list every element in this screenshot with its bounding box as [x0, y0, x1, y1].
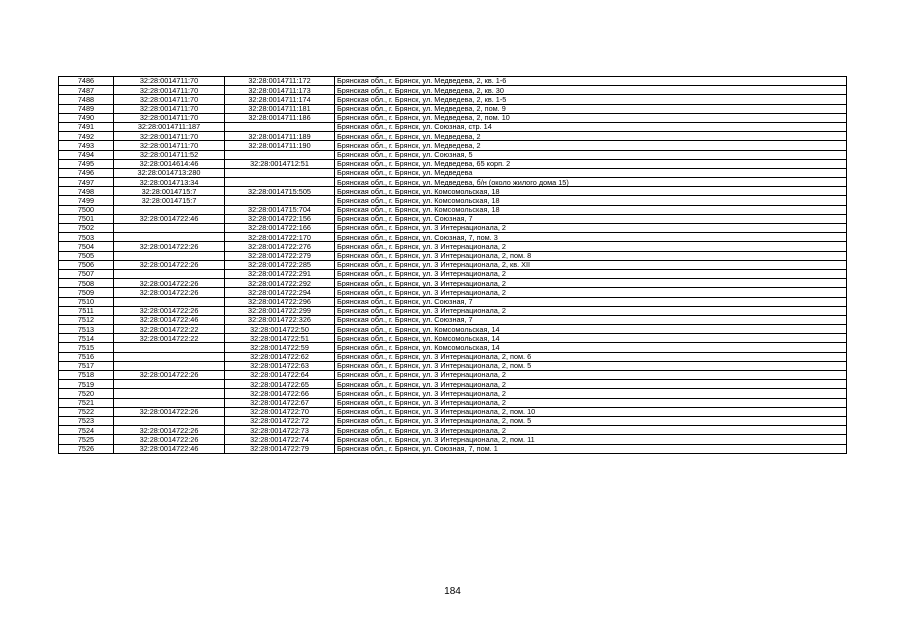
cell-address: Брянская обл., г. Брянск, ул. Союзная, стр. 14 — [335, 122, 847, 131]
cell-address: Брянская обл., г. Брянск, ул. Медведева, 2, кв. 30 — [335, 86, 847, 95]
cell-row-number: 7505 — [59, 251, 114, 260]
cell-land-cadastral-number: 32:28:0014713:34 — [114, 178, 225, 187]
cell-address: Брянская обл., г. Брянск, ул. Комсомольская, 14 — [335, 334, 847, 343]
cell-land-cadastral-number: 32:28:0014711:70 — [114, 141, 225, 150]
cell-land-cadastral-number — [114, 205, 225, 214]
cell-row-number: 7516 — [59, 352, 114, 361]
cell-land-cadastral-number: 32:28:0014711:70 — [114, 95, 225, 104]
cell-object-cadastral-number — [225, 168, 335, 177]
cell-object-cadastral-number: 32:28:0014722:66 — [225, 389, 335, 398]
cell-row-number: 7487 — [59, 86, 114, 95]
cell-row-number: 7497 — [59, 178, 114, 187]
cell-land-cadastral-number: 32:28:0014711:70 — [114, 86, 225, 95]
table-row — [59, 214, 847, 223]
cell-address: Брянская обл., г. Брянск, ул. Медведева, 65 корп. 2 — [335, 159, 847, 168]
cell-row-number: 7498 — [59, 187, 114, 196]
cell-row-number: 7492 — [59, 132, 114, 141]
cell-object-cadastral-number: 32:28:0014722:59 — [225, 343, 335, 352]
cell-row-number: 7523 — [59, 416, 114, 425]
cell-land-cadastral-number — [114, 224, 225, 233]
table-row — [59, 343, 847, 352]
cell-object-cadastral-number: 32:28:0014711:189 — [225, 132, 335, 141]
cell-row-number: 7491 — [59, 122, 114, 131]
table-row — [59, 104, 847, 113]
table-row — [59, 168, 847, 177]
cell-land-cadastral-number: 32:28:0014711:70 — [114, 77, 225, 86]
cell-address: Брянская обл., г. Брянск, ул. 3 Интернационала, 2 — [335, 288, 847, 297]
cell-land-cadastral-number: 32:28:0014713:280 — [114, 168, 225, 177]
cell-row-number: 7519 — [59, 380, 114, 389]
cell-address: Брянская обл., г. Брянск, ул. Медведева — [335, 168, 847, 177]
cell-address: Брянская обл., г. Брянск, ул. Медведева, 2 — [335, 132, 847, 141]
cell-row-number: 7511 — [59, 306, 114, 315]
cell-land-cadastral-number — [114, 233, 225, 242]
cell-row-number: 7494 — [59, 150, 114, 159]
page-number: 184 — [444, 586, 461, 597]
cell-object-cadastral-number: 32:28:0014715:505 — [225, 187, 335, 196]
table-row — [59, 444, 847, 453]
cell-object-cadastral-number: 32:28:0014722:51 — [225, 334, 335, 343]
table-row — [59, 325, 847, 334]
cell-object-cadastral-number: 32:28:0014722:63 — [225, 361, 335, 370]
table-row — [59, 269, 847, 278]
table-row — [59, 297, 847, 306]
cell-land-cadastral-number: 32:28:0014722:26 — [114, 260, 225, 269]
cell-address: Брянская обл., г. Брянск, ул. 3 Интернационала, 2, пом. 5 — [335, 416, 847, 425]
cell-object-cadastral-number: 32:28:0014712:51 — [225, 159, 335, 168]
cell-object-cadastral-number — [225, 196, 335, 205]
cell-address: Брянская обл., г. Брянск, ул. Комсомольская, 18 — [335, 187, 847, 196]
cell-row-number: 7499 — [59, 196, 114, 205]
table-row — [59, 288, 847, 297]
table-row — [59, 279, 847, 288]
cell-object-cadastral-number: 32:28:0014722:156 — [225, 214, 335, 223]
table-row — [59, 352, 847, 361]
cell-object-cadastral-number: 32:28:0014711:172 — [225, 77, 335, 86]
cell-address: Брянская обл., г. Брянск, ул. Медведева, б/н (около жилого дома 15) — [335, 178, 847, 187]
cell-land-cadastral-number — [114, 269, 225, 278]
cell-address: Брянская обл., г. Брянск, ул. 3 Интернационала, 2 — [335, 224, 847, 233]
cell-row-number: 7514 — [59, 334, 114, 343]
cell-land-cadastral-number: 32:28:0014722:46 — [114, 444, 225, 453]
cell-object-cadastral-number: 32:28:0014722:296 — [225, 297, 335, 306]
table-row — [59, 196, 847, 205]
cell-address: Брянская обл., г. Брянск, ул. 3 Интернационала, 2, пом. 11 — [335, 435, 847, 444]
cell-land-cadastral-number — [114, 251, 225, 260]
cell-row-number: 7524 — [59, 426, 114, 435]
cell-land-cadastral-number: 32:28:0014711:52 — [114, 150, 225, 159]
cell-row-number: 7517 — [59, 361, 114, 370]
table-row — [59, 389, 847, 398]
cell-address: Брянская обл., г. Брянск, ул. Союзная, 7 — [335, 214, 847, 223]
cell-address: Брянская обл., г. Брянск, ул. 3 Интернационала, 2 — [335, 398, 847, 407]
table-row — [59, 334, 847, 343]
cell-row-number: 7488 — [59, 95, 114, 104]
cell-object-cadastral-number: 32:28:0014722:72 — [225, 416, 335, 425]
cell-row-number: 7504 — [59, 242, 114, 251]
cell-address: Брянская обл., г. Брянск, ул. 3 Интернационала, 2, кв. XII — [335, 260, 847, 269]
cell-address: Брянская обл., г. Брянск, ул. Союзная, 7, пом. 3 — [335, 233, 847, 242]
table-row — [59, 178, 847, 187]
cell-row-number: 7518 — [59, 371, 114, 380]
cell-address: Брянская обл., г. Брянск, ул. 3 Интернационала, 2, пом. 10 — [335, 407, 847, 416]
cell-address: Брянская обл., г. Брянск, ул. Союзная, 5 — [335, 150, 847, 159]
table-row — [59, 380, 847, 389]
cell-address: Брянская обл., г. Брянск, ул. 3 Интернационала, 2 — [335, 389, 847, 398]
cell-address: Брянская обл., г. Брянск, ул. Комсомольская, 14 — [335, 343, 847, 352]
table-row — [59, 315, 847, 324]
cell-land-cadastral-number: 32:28:0014722:26 — [114, 426, 225, 435]
cell-row-number: 7503 — [59, 233, 114, 242]
cell-object-cadastral-number: 32:28:0014722:65 — [225, 380, 335, 389]
table-row — [59, 132, 847, 141]
table-row — [59, 242, 847, 251]
cell-land-cadastral-number — [114, 297, 225, 306]
cell-land-cadastral-number: 32:28:0014722:46 — [114, 214, 225, 223]
table-row — [59, 306, 847, 315]
cell-object-cadastral-number: 32:28:0014722:170 — [225, 233, 335, 242]
cell-row-number: 7502 — [59, 224, 114, 233]
cell-object-cadastral-number: 32:28:0014711:190 — [225, 141, 335, 150]
cell-row-number: 7513 — [59, 325, 114, 334]
table-row — [59, 361, 847, 370]
cell-address: Брянская обл., г. Брянск, ул. 3 Интернационала, 2 — [335, 269, 847, 278]
table-row — [59, 426, 847, 435]
cell-row-number: 7526 — [59, 444, 114, 453]
cell-address: Брянская обл., г. Брянск, ул. Союзная, 7 — [335, 315, 847, 324]
cell-object-cadastral-number: 32:28:0014722:50 — [225, 325, 335, 334]
cell-object-cadastral-number: 32:28:0014722:299 — [225, 306, 335, 315]
cell-object-cadastral-number: 32:28:0014722:64 — [225, 371, 335, 380]
cell-address: Брянская обл., г. Брянск, ул. 3 Интернационала, 2 — [335, 279, 847, 288]
registry-table-body — [59, 77, 847, 454]
cell-address: Брянская обл., г. Брянск, ул. Медведева, 2 — [335, 141, 847, 150]
cell-row-number: 7489 — [59, 104, 114, 113]
cell-address: Брянская обл., г. Брянск, ул. 3 Интернационала, 2 — [335, 306, 847, 315]
table-row — [59, 224, 847, 233]
cell-land-cadastral-number: 32:28:0014711:70 — [114, 132, 225, 141]
cell-address: Брянская обл., г. Брянск, ул. 3 Интернационала, 2, пом. 5 — [335, 361, 847, 370]
cell-land-cadastral-number — [114, 416, 225, 425]
table-row — [59, 407, 847, 416]
cell-address: Брянская обл., г. Брянск, ул. Союзная, 7 — [335, 297, 847, 306]
cell-land-cadastral-number: 32:28:0014722:26 — [114, 242, 225, 251]
table-row — [59, 159, 847, 168]
table-row — [59, 205, 847, 214]
cell-address: Брянская обл., г. Брянск, ул. Медведева, 2, кв. 1-6 — [335, 77, 847, 86]
cell-land-cadastral-number — [114, 389, 225, 398]
cell-object-cadastral-number: 32:28:0014722:79 — [225, 444, 335, 453]
cell-address: Брянская обл., г. Брянск, ул. Комсомольская, 18 — [335, 205, 847, 214]
cell-land-cadastral-number: 32:28:0014722:26 — [114, 407, 225, 416]
cell-row-number: 7512 — [59, 315, 114, 324]
cell-object-cadastral-number: 32:28:0014722:279 — [225, 251, 335, 260]
cell-land-cadastral-number: 32:28:0014722:26 — [114, 288, 225, 297]
table-row — [59, 435, 847, 444]
cell-address: Брянская обл., г. Брянск, ул. Комсомольская, 18 — [335, 196, 847, 205]
cell-row-number: 7507 — [59, 269, 114, 278]
cell-land-cadastral-number — [114, 398, 225, 407]
cell-address: Брянская обл., г. Брянск, ул. Медведева, 2, пом. 10 — [335, 113, 847, 122]
cell-land-cadastral-number: 32:28:0014711:187 — [114, 122, 225, 131]
cell-object-cadastral-number: 32:28:0014711:174 — [225, 95, 335, 104]
table-row — [59, 150, 847, 159]
table-row — [59, 122, 847, 131]
cell-object-cadastral-number: 32:28:0014711:173 — [225, 86, 335, 95]
cell-address: Брянская обл., г. Брянск, ул. 3 Интернационала, 2 — [335, 426, 847, 435]
cell-object-cadastral-number: 32:28:0014722:285 — [225, 260, 335, 269]
cell-land-cadastral-number — [114, 343, 225, 352]
cell-row-number: 7509 — [59, 288, 114, 297]
cell-land-cadastral-number: 32:28:0014711:70 — [114, 113, 225, 122]
cell-row-number: 7490 — [59, 113, 114, 122]
cell-land-cadastral-number: 32:28:0014722:26 — [114, 435, 225, 444]
cell-row-number: 7522 — [59, 407, 114, 416]
table-row — [59, 371, 847, 380]
cell-object-cadastral-number: 32:28:0014722:62 — [225, 352, 335, 361]
cell-row-number: 7508 — [59, 279, 114, 288]
cell-object-cadastral-number — [225, 150, 335, 159]
table-row — [59, 416, 847, 425]
cell-land-cadastral-number — [114, 352, 225, 361]
table-row — [59, 233, 847, 242]
cell-object-cadastral-number: 32:28:0014715:704 — [225, 205, 335, 214]
cell-object-cadastral-number: 32:28:0014722:74 — [225, 435, 335, 444]
cell-object-cadastral-number — [225, 122, 335, 131]
cell-object-cadastral-number: 32:28:0014722:67 — [225, 398, 335, 407]
cell-row-number: 7486 — [59, 77, 114, 86]
cell-land-cadastral-number: 32:28:0014722:26 — [114, 279, 225, 288]
cell-row-number: 7501 — [59, 214, 114, 223]
cell-land-cadastral-number: 32:28:0014722:22 — [114, 334, 225, 343]
cell-object-cadastral-number: 32:28:0014711:181 — [225, 104, 335, 113]
table-row — [59, 86, 847, 95]
cell-object-cadastral-number — [225, 178, 335, 187]
cell-row-number: 7506 — [59, 260, 114, 269]
cell-row-number: 7496 — [59, 168, 114, 177]
cell-row-number: 7510 — [59, 297, 114, 306]
table-row — [59, 187, 847, 196]
cell-address: Брянская обл., г. Брянск, ул. 3 Интернационала, 2, пом. 8 — [335, 251, 847, 260]
cell-object-cadastral-number: 32:28:0014722:276 — [225, 242, 335, 251]
cell-object-cadastral-number: 32:28:0014722:294 — [225, 288, 335, 297]
cell-land-cadastral-number: 32:28:0014614:46 — [114, 159, 225, 168]
cell-land-cadastral-number: 32:28:0014722:46 — [114, 315, 225, 324]
cell-land-cadastral-number: 32:28:0014711:70 — [114, 104, 225, 113]
table-row — [59, 260, 847, 269]
table-row — [59, 113, 847, 122]
cell-row-number: 7493 — [59, 141, 114, 150]
cell-address: Брянская обл., г. Брянск, ул. 3 Интернационала, 2 — [335, 371, 847, 380]
cell-address: Брянская обл., г. Брянск, ул. Союзная, 7, пом. 1 — [335, 444, 847, 453]
cell-address: Брянская обл., г. Брянск, ул. Медведева, 2, кв. 1-5 — [335, 95, 847, 104]
cell-object-cadastral-number: 32:28:0014722:70 — [225, 407, 335, 416]
cell-row-number: 7521 — [59, 398, 114, 407]
cell-land-cadastral-number: 32:28:0014722:26 — [114, 306, 225, 315]
cell-row-number: 7495 — [59, 159, 114, 168]
table-row — [59, 95, 847, 104]
cell-address: Брянская обл., г. Брянск, ул. 3 Интернационала, 2, пом. 6 — [335, 352, 847, 361]
cell-land-cadastral-number: 32:28:0014715:7 — [114, 196, 225, 205]
cell-object-cadastral-number: 32:28:0014722:166 — [225, 224, 335, 233]
table-row — [59, 251, 847, 260]
cell-address: Брянская обл., г. Брянск, ул. Комсомольская, 14 — [335, 325, 847, 334]
cell-object-cadastral-number: 32:28:0014722:73 — [225, 426, 335, 435]
cell-row-number: 7520 — [59, 389, 114, 398]
cell-land-cadastral-number: 32:28:0014722:26 — [114, 371, 225, 380]
property-registry-table — [58, 76, 847, 454]
cell-land-cadastral-number: 32:28:0014722:22 — [114, 325, 225, 334]
cell-address: Брянская обл., г. Брянск, ул. 3 Интернационала, 2 — [335, 380, 847, 389]
table-row — [59, 141, 847, 150]
table-row — [59, 398, 847, 407]
cell-object-cadastral-number: 32:28:0014711:186 — [225, 113, 335, 122]
cell-object-cadastral-number: 32:28:0014722:292 — [225, 279, 335, 288]
cell-address: Брянская обл., г. Брянск, ул. 3 Интернационала, 2 — [335, 242, 847, 251]
cell-row-number: 7525 — [59, 435, 114, 444]
cell-object-cadastral-number: 32:28:0014722:326 — [225, 315, 335, 324]
cell-address: Брянская обл., г. Брянск, ул. Медведева, 2, пом. 9 — [335, 104, 847, 113]
table-row — [59, 77, 847, 86]
cell-land-cadastral-number — [114, 380, 225, 389]
cell-row-number: 7515 — [59, 343, 114, 352]
cell-land-cadastral-number — [114, 361, 225, 370]
cell-row-number: 7500 — [59, 205, 114, 214]
cell-object-cadastral-number: 32:28:0014722:291 — [225, 269, 335, 278]
cell-land-cadastral-number: 32:28:0014715:7 — [114, 187, 225, 196]
